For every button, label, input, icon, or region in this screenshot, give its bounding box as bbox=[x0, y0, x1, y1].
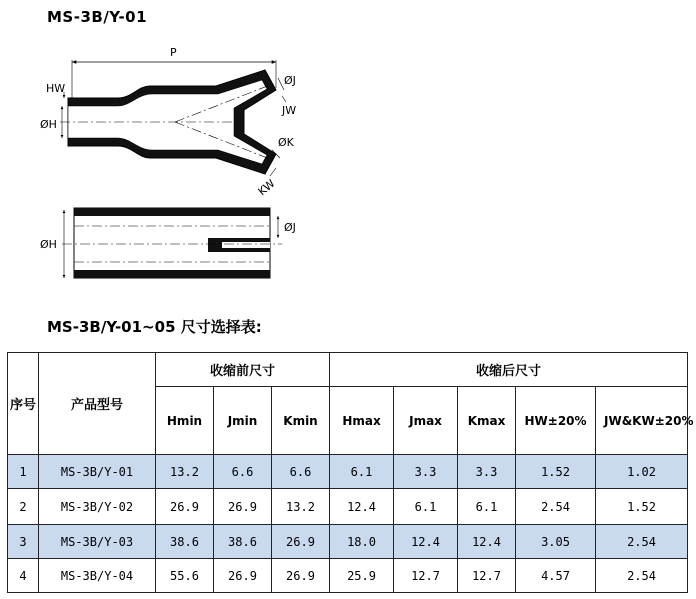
product-title: MS-3B/Y-01 bbox=[47, 8, 148, 26]
cell-value: 12.4 bbox=[458, 525, 516, 559]
header-index: 序号 bbox=[8, 353, 39, 455]
cell-value: 6.1 bbox=[394, 489, 458, 525]
table-row bbox=[8, 489, 688, 525]
cell-value: 12.7 bbox=[394, 559, 458, 593]
header-jmin: Jmin bbox=[214, 387, 272, 455]
cell-value: 38.6 bbox=[156, 525, 214, 559]
cell-value: 12.4 bbox=[394, 525, 458, 559]
cell-value: 2.54 bbox=[596, 559, 688, 593]
cell-value: 13.2 bbox=[156, 455, 214, 489]
dim-label-oh-bottom: ØH bbox=[40, 238, 57, 251]
dim-label-oj-bottom: ØJ bbox=[284, 221, 296, 234]
dim-label-oj-top: ØJ bbox=[284, 74, 296, 87]
header-model: 产品型号 bbox=[39, 353, 156, 455]
cell-no: 3 bbox=[8, 525, 39, 559]
cell-value: 25.9 bbox=[330, 559, 394, 593]
cell-value: 1.52 bbox=[516, 455, 596, 489]
cell-value: 26.9 bbox=[214, 559, 272, 593]
cell-value: 6.6 bbox=[272, 455, 330, 489]
table-row bbox=[8, 455, 688, 489]
cell-value: 26.9 bbox=[156, 489, 214, 525]
header-kmax: Kmax bbox=[458, 387, 516, 455]
cell-value: 26.9 bbox=[272, 525, 330, 559]
dim-label-p: P bbox=[170, 46, 177, 59]
cell-value: 38.6 bbox=[214, 525, 272, 559]
cell-value: 3.3 bbox=[458, 455, 516, 489]
cell-model: MS-3B/Y-04 bbox=[39, 559, 156, 593]
header-kmin: Kmin bbox=[272, 387, 330, 455]
cell-value: 6.1 bbox=[458, 489, 516, 525]
cell-value: 13.2 bbox=[272, 489, 330, 525]
cell-value: 12.4 bbox=[330, 489, 394, 525]
cell-value: 3.3 bbox=[394, 455, 458, 489]
cell-model: MS-3B/Y-02 bbox=[39, 489, 156, 525]
side-view-bottom bbox=[62, 208, 282, 278]
dim-label-ok: ØK bbox=[278, 136, 294, 149]
header-jmax: Jmax bbox=[394, 387, 458, 455]
dim-label-hw: HW bbox=[46, 82, 66, 95]
header-jw-kw: JW&KW±20% bbox=[596, 387, 688, 455]
cell-model: MS-3B/Y-03 bbox=[39, 525, 156, 559]
cell-no: 1 bbox=[8, 455, 39, 489]
dim-label-jw: JW bbox=[282, 104, 297, 117]
y-breakout-top-view bbox=[60, 60, 276, 174]
cell-model: MS-3B/Y-01 bbox=[39, 455, 156, 489]
dim-label-oh-top: ØH bbox=[40, 118, 57, 131]
cell-value: 1.52 bbox=[596, 489, 688, 525]
cell-value: 26.9 bbox=[214, 489, 272, 525]
cell-value: 4.57 bbox=[516, 559, 596, 593]
header-after-shrink: 收缩后尺寸 bbox=[330, 353, 688, 387]
cell-no: 4 bbox=[8, 559, 39, 593]
size-selection-table bbox=[7, 352, 694, 593]
cell-value: 1.02 bbox=[596, 455, 688, 489]
header-hw: HW±20% bbox=[516, 387, 596, 455]
cell-value: 3.05 bbox=[516, 525, 596, 559]
table-row bbox=[8, 559, 688, 593]
cell-value: 18.0 bbox=[330, 525, 394, 559]
cell-value: 2.54 bbox=[516, 489, 596, 525]
cell-value: 6.1 bbox=[330, 455, 394, 489]
cell-no: 2 bbox=[8, 489, 39, 525]
header-hmax: Hmax bbox=[330, 387, 394, 455]
table-title: MS-3B/Y-01~05 尺寸选择表: bbox=[47, 318, 262, 336]
table-row bbox=[8, 525, 688, 559]
dim-label-kw: KW bbox=[255, 176, 278, 199]
cell-value: 12.7 bbox=[458, 559, 516, 593]
cell-value: 55.6 bbox=[156, 559, 214, 593]
cell-value: 26.9 bbox=[272, 559, 330, 593]
header-before-shrink: 收缩前尺寸 bbox=[156, 353, 330, 387]
header-hmin: Hmin bbox=[156, 387, 214, 455]
cell-value: 2.54 bbox=[596, 525, 688, 559]
cell-value: 6.6 bbox=[214, 455, 272, 489]
